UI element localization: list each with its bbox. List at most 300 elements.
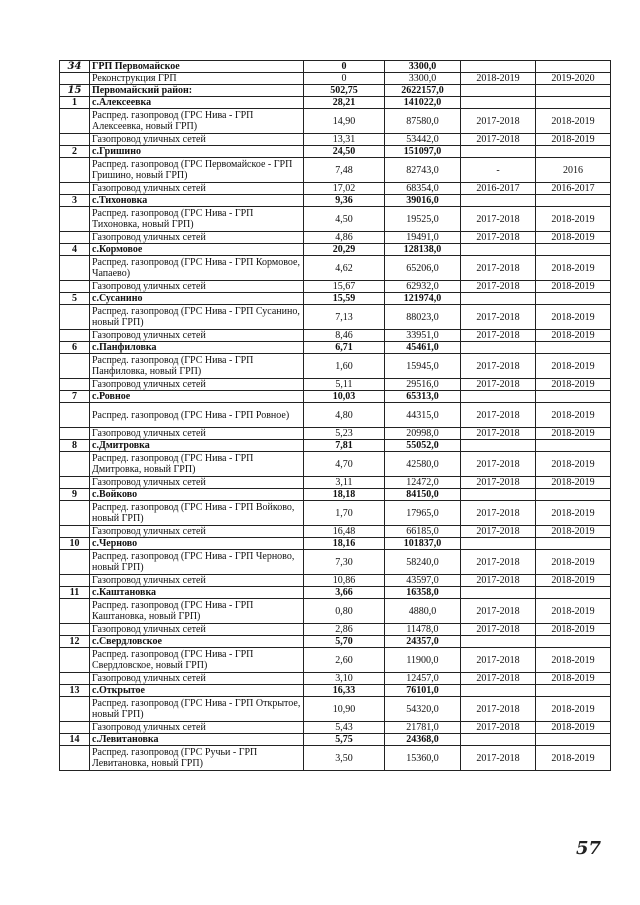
row-build-period-cell: 2018-2019 (536, 354, 611, 379)
row-length-cell: 7,81 (304, 440, 385, 452)
row-name-cell: Газопровод уличных сетей (90, 281, 304, 293)
row-length-cell: 16,48 (304, 526, 385, 538)
table-row (60, 746, 611, 771)
row-name-cell: с.Гришино (90, 146, 304, 158)
table-row-section (60, 97, 611, 109)
row-build-period-cell: 2018-2019 (536, 599, 611, 624)
row-number-cell (60, 722, 90, 734)
row-design-period-cell: 2017-2018 (461, 501, 536, 526)
row-cost-cell: 11478,0 (385, 624, 461, 636)
row-build-period-cell: 2018-2019 (536, 379, 611, 391)
row-length-cell: 3,50 (304, 746, 385, 771)
row-name-cell: Газопровод уличных сетей (90, 477, 304, 489)
row-design-period-cell: 2016-2017 (461, 183, 536, 195)
row-design-period-cell (461, 293, 536, 305)
table-row (60, 477, 611, 489)
table-row (60, 134, 611, 146)
table-row (60, 403, 611, 428)
row-cost-cell: 24368,0 (385, 734, 461, 746)
row-name-cell: ГРП Первомайское (90, 61, 304, 73)
row-number-cell (60, 550, 90, 575)
table-row (60, 379, 611, 391)
row-name-cell: с.Каштановка (90, 587, 304, 599)
row-name-cell: Распред. газопровод (ГРС Нива - ГРП Открытое, новый ГРП) (90, 697, 304, 722)
table-row-section (60, 440, 611, 452)
row-name-cell: с.Панфиловка (90, 342, 304, 354)
row-length-cell: 17,02 (304, 183, 385, 195)
row-name-cell: Газопровод уличных сетей (90, 428, 304, 440)
row-build-period-cell (536, 685, 611, 697)
row-name-cell: Распред. газопровод (ГРС Нива - ГРП Каштановка, новый ГРП) (90, 599, 304, 624)
row-length-cell: 5,11 (304, 379, 385, 391)
row-number-cell (60, 428, 90, 440)
row-cost-cell: 24357,0 (385, 636, 461, 648)
table-row-section (60, 685, 611, 697)
table-row (60, 648, 611, 673)
row-build-period-cell: 2018-2019 (536, 526, 611, 538)
table-row-section (60, 538, 611, 550)
row-name-cell: Распред. газопровод (ГРС Нива - ГРП Кормовое, Чапаево) (90, 256, 304, 281)
row-design-period-cell: 2017-2018 (461, 452, 536, 477)
row-build-period-cell (536, 146, 611, 158)
row-design-period-cell: 2017-2018 (461, 256, 536, 281)
table-row-section (60, 146, 611, 158)
row-length-cell: 6,71 (304, 342, 385, 354)
row-cost-cell: 39016,0 (385, 195, 461, 207)
row-cost-cell: 21781,0 (385, 722, 461, 734)
table-row (60, 599, 611, 624)
row-name-cell: Реконструкция ГРП (90, 73, 304, 85)
row-number-cell (60, 305, 90, 330)
row-length-cell: 4,50 (304, 207, 385, 232)
row-design-period-cell: 2017-2018 (461, 526, 536, 538)
row-name-cell: Газопровод уличных сетей (90, 330, 304, 342)
row-cost-cell: 128138,0 (385, 244, 461, 256)
row-cost-cell: 4880,0 (385, 599, 461, 624)
row-build-period-cell (536, 440, 611, 452)
row-name-cell: Газопровод уличных сетей (90, 232, 304, 244)
row-design-period-cell: 2017-2018 (461, 305, 536, 330)
row-length-cell: 14,90 (304, 109, 385, 134)
row-cost-cell: 54320,0 (385, 697, 461, 722)
row-number-cell (60, 379, 90, 391)
row-design-period-cell (461, 538, 536, 550)
row-design-period-cell (461, 85, 536, 97)
row-cost-cell: 16358,0 (385, 587, 461, 599)
row-cost-cell: 17965,0 (385, 501, 461, 526)
row-number-cell: 12 (60, 636, 90, 648)
row-design-period-cell (461, 61, 536, 73)
row-build-period-cell: 2018-2019 (536, 673, 611, 685)
row-build-period-cell: 2016 (536, 158, 611, 183)
row-cost-cell: 19491,0 (385, 232, 461, 244)
row-cost-cell: 88023,0 (385, 305, 461, 330)
table-body (60, 61, 611, 771)
table-row (60, 673, 611, 685)
row-length-cell: 1,60 (304, 354, 385, 379)
page-number: 57 (576, 838, 602, 859)
row-design-period-cell (461, 342, 536, 354)
row-design-period-cell: - (461, 158, 536, 183)
table-row (60, 232, 611, 244)
table-row (60, 330, 611, 342)
row-length-cell: 7,13 (304, 305, 385, 330)
row-number-cell: 2 (60, 146, 90, 158)
row-cost-cell: 3300,0 (385, 61, 461, 73)
table-row-section (60, 391, 611, 403)
row-design-period-cell: 2017-2018 (461, 722, 536, 734)
table-row-section (60, 342, 611, 354)
row-number-cell (60, 501, 90, 526)
row-length-cell: 18,18 (304, 489, 385, 501)
row-number-cell (60, 73, 90, 85)
row-cost-cell: 76101,0 (385, 685, 461, 697)
row-number-cell (60, 697, 90, 722)
row-cost-cell: 65313,0 (385, 391, 461, 403)
row-build-period-cell (536, 734, 611, 746)
row-cost-cell: 15945,0 (385, 354, 461, 379)
row-length-cell: 16,33 (304, 685, 385, 697)
table-row (60, 697, 611, 722)
row-build-period-cell: 2018-2019 (536, 403, 611, 428)
row-design-period-cell (461, 587, 536, 599)
row-length-cell: 4,80 (304, 403, 385, 428)
row-cost-cell: 11900,0 (385, 648, 461, 673)
row-name-cell: Распред. газопровод (ГРС Нива - ГРП Ровное) (90, 403, 304, 428)
table-row-section (60, 489, 611, 501)
row-length-cell: 2,60 (304, 648, 385, 673)
row-cost-cell: 55052,0 (385, 440, 461, 452)
table-row (60, 305, 611, 330)
row-number-cell (60, 232, 90, 244)
row-build-period-cell: 2018-2019 (536, 452, 611, 477)
table-row-section (60, 587, 611, 599)
row-number-cell: 1 (60, 97, 90, 109)
row-build-period-cell: 2018-2019 (536, 330, 611, 342)
row-design-period-cell: 2017-2018 (461, 599, 536, 624)
row-cost-cell: 15360,0 (385, 746, 461, 771)
row-name-cell: Газопровод уличных сетей (90, 134, 304, 146)
row-design-period-cell: 2017-2018 (461, 746, 536, 771)
row-design-period-cell (461, 146, 536, 158)
row-cost-cell: 62932,0 (385, 281, 461, 293)
row-length-cell: 5,75 (304, 734, 385, 746)
row-length-cell: 28,21 (304, 97, 385, 109)
row-name-cell: Распред. газопровод (ГРС Нива - ГРП Алексеевка, новый ГРП) (90, 109, 304, 134)
row-build-period-cell: 2018-2019 (536, 477, 611, 489)
row-design-period-cell: 2017-2018 (461, 134, 536, 146)
table-row-section (60, 85, 611, 97)
row-number-cell (60, 599, 90, 624)
row-build-period-cell: 2019-2020 (536, 73, 611, 85)
table-row-section (60, 195, 611, 207)
row-build-period-cell: 2018-2019 (536, 648, 611, 673)
row-name-cell: с.Левитановка (90, 734, 304, 746)
row-name-cell: с.Сусанино (90, 293, 304, 305)
row-number-cell (60, 134, 90, 146)
row-name-cell: с.Ровное (90, 391, 304, 403)
row-build-period-cell (536, 587, 611, 599)
row-design-period-cell: 2017-2018 (461, 648, 536, 673)
row-name-cell: Распред. газопровод (ГРС Нива - ГРП Свердловское, новый ГРП) (90, 648, 304, 673)
row-build-period-cell: 2018-2019 (536, 109, 611, 134)
row-number-cell: 7 (60, 391, 90, 403)
table-row (60, 501, 611, 526)
row-cost-cell: 33951,0 (385, 330, 461, 342)
row-build-period-cell (536, 489, 611, 501)
table-row-section (60, 293, 611, 305)
row-cost-cell: 3300,0 (385, 73, 461, 85)
row-cost-cell: 58240,0 (385, 550, 461, 575)
row-design-period-cell (461, 685, 536, 697)
row-length-cell: 24,50 (304, 146, 385, 158)
row-number-cell: 34 (60, 61, 90, 73)
row-cost-cell: 43597,0 (385, 575, 461, 587)
row-build-period-cell: 2018-2019 (536, 550, 611, 575)
row-cost-cell: 42580,0 (385, 452, 461, 477)
row-number-cell (60, 403, 90, 428)
row-design-period-cell (461, 734, 536, 746)
row-number-cell (60, 477, 90, 489)
row-cost-cell: 45461,0 (385, 342, 461, 354)
table-row-section (60, 61, 611, 73)
table-row (60, 354, 611, 379)
row-design-period-cell: 2017-2018 (461, 109, 536, 134)
row-build-period-cell (536, 293, 611, 305)
row-length-cell: 3,11 (304, 477, 385, 489)
row-length-cell: 5,23 (304, 428, 385, 440)
row-number-cell (60, 330, 90, 342)
table-row (60, 428, 611, 440)
row-name-cell: Газопровод уличных сетей (90, 624, 304, 636)
row-build-period-cell (536, 195, 611, 207)
row-build-period-cell: 2018-2019 (536, 134, 611, 146)
row-build-period-cell: 2018-2019 (536, 575, 611, 587)
row-name-cell: Газопровод уличных сетей (90, 722, 304, 734)
table-row-section (60, 636, 611, 648)
row-length-cell: 10,03 (304, 391, 385, 403)
row-number-cell (60, 281, 90, 293)
row-build-period-cell: 2018-2019 (536, 281, 611, 293)
row-number-cell (60, 746, 90, 771)
table-row (60, 73, 611, 85)
row-cost-cell: 12472,0 (385, 477, 461, 489)
row-name-cell: Распред. газопровод (ГРС Нива - ГРП Тихоновка, новый ГРП) (90, 207, 304, 232)
row-length-cell: 18,16 (304, 538, 385, 550)
row-number-cell (60, 648, 90, 673)
row-length-cell: 4,86 (304, 232, 385, 244)
row-name-cell: Газопровод уличных сетей (90, 673, 304, 685)
row-number-cell: 15 (60, 85, 90, 97)
row-length-cell: 10,86 (304, 575, 385, 587)
row-name-cell: Распред. газопровод (ГРС Нива - ГРП Войково, новый ГРП) (90, 501, 304, 526)
row-number-cell: 10 (60, 538, 90, 550)
row-number-cell: 13 (60, 685, 90, 697)
row-name-cell: с.Открытое (90, 685, 304, 697)
row-cost-cell: 121974,0 (385, 293, 461, 305)
row-length-cell: 13,31 (304, 134, 385, 146)
row-name-cell: Газопровод уличных сетей (90, 575, 304, 587)
row-number-cell: 8 (60, 440, 90, 452)
row-build-period-cell: 2018-2019 (536, 256, 611, 281)
row-build-period-cell (536, 97, 611, 109)
row-name-cell: с.Черново (90, 538, 304, 550)
row-length-cell: 4,62 (304, 256, 385, 281)
row-cost-cell: 66185,0 (385, 526, 461, 538)
row-length-cell: 20,29 (304, 244, 385, 256)
row-design-period-cell (461, 440, 536, 452)
row-design-period-cell: 2017-2018 (461, 354, 536, 379)
row-number-cell (60, 256, 90, 281)
row-cost-cell: 20998,0 (385, 428, 461, 440)
row-number-cell (60, 452, 90, 477)
table-row (60, 722, 611, 734)
row-design-period-cell: 2017-2018 (461, 624, 536, 636)
row-name-cell: с.Тихоновка (90, 195, 304, 207)
row-length-cell: 5,70 (304, 636, 385, 648)
table-row (60, 207, 611, 232)
table-row (60, 256, 611, 281)
row-number-cell: 9 (60, 489, 90, 501)
table-row (60, 281, 611, 293)
row-build-period-cell (536, 244, 611, 256)
row-name-cell: Первомайский район: (90, 85, 304, 97)
row-build-period-cell (536, 538, 611, 550)
row-name-cell: Распред. газопровод (ГРС Нива - ГРП Черново, новый ГРП) (90, 550, 304, 575)
row-build-period-cell: 2018-2019 (536, 428, 611, 440)
table-row (60, 575, 611, 587)
row-design-period-cell: 2017-2018 (461, 428, 536, 440)
row-number-cell: 6 (60, 342, 90, 354)
row-length-cell: 3,10 (304, 673, 385, 685)
row-design-period-cell: 2017-2018 (461, 575, 536, 587)
table-row-section (60, 734, 611, 746)
row-length-cell: 8,46 (304, 330, 385, 342)
row-build-period-cell: 2018-2019 (536, 722, 611, 734)
row-design-period-cell: 2018-2019 (461, 73, 536, 85)
row-length-cell: 0,80 (304, 599, 385, 624)
row-length-cell: 15,59 (304, 293, 385, 305)
row-name-cell: Распред. газопровод (ГРС Нива - ГРП Панфиловка, новый ГРП) (90, 354, 304, 379)
row-length-cell: 9,36 (304, 195, 385, 207)
table-row (60, 624, 611, 636)
row-length-cell: 7,48 (304, 158, 385, 183)
row-number-cell: 4 (60, 244, 90, 256)
row-design-period-cell (461, 391, 536, 403)
row-design-period-cell: 2017-2018 (461, 477, 536, 489)
table-row (60, 158, 611, 183)
row-name-cell: Распред. газопровод (ГРС Первомайское - ГРП Гришино, новый ГРП) (90, 158, 304, 183)
row-name-cell: Газопровод уличных сетей (90, 379, 304, 391)
row-number-cell (60, 575, 90, 587)
row-build-period-cell: 2018-2019 (536, 746, 611, 771)
row-number-cell (60, 207, 90, 232)
table-row (60, 109, 611, 134)
row-cost-cell: 44315,0 (385, 403, 461, 428)
row-build-period-cell: 2018-2019 (536, 207, 611, 232)
row-cost-cell: 82743,0 (385, 158, 461, 183)
row-length-cell: 10,90 (304, 697, 385, 722)
row-name-cell: с.Алексеевка (90, 97, 304, 109)
row-build-period-cell: 2018-2019 (536, 624, 611, 636)
row-build-period-cell: 2018-2019 (536, 305, 611, 330)
row-length-cell: 0 (304, 61, 385, 73)
row-design-period-cell: 2017-2018 (461, 281, 536, 293)
row-length-cell: 4,70 (304, 452, 385, 477)
row-cost-cell: 87580,0 (385, 109, 461, 134)
row-build-period-cell (536, 61, 611, 73)
row-length-cell: 0 (304, 73, 385, 85)
row-build-period-cell: 2018-2019 (536, 501, 611, 526)
row-cost-cell: 12457,0 (385, 673, 461, 685)
row-cost-cell: 29516,0 (385, 379, 461, 391)
row-cost-cell: 65206,0 (385, 256, 461, 281)
row-design-period-cell: 2017-2018 (461, 403, 536, 428)
row-build-period-cell (536, 391, 611, 403)
row-number-cell (60, 354, 90, 379)
row-name-cell: с.Войково (90, 489, 304, 501)
table-row (60, 526, 611, 538)
row-design-period-cell: 2017-2018 (461, 697, 536, 722)
row-design-period-cell (461, 244, 536, 256)
row-cost-cell: 151097,0 (385, 146, 461, 158)
row-number-cell: 5 (60, 293, 90, 305)
row-cost-cell: 53442,0 (385, 134, 461, 146)
row-build-period-cell: 2016-2017 (536, 183, 611, 195)
row-number-cell: 14 (60, 734, 90, 746)
row-build-period-cell: 2018-2019 (536, 232, 611, 244)
row-cost-cell: 19525,0 (385, 207, 461, 232)
row-build-period-cell (536, 636, 611, 648)
row-design-period-cell: 2017-2018 (461, 232, 536, 244)
row-build-period-cell (536, 85, 611, 97)
row-number-cell (60, 158, 90, 183)
row-name-cell: Газопровод уличных сетей (90, 183, 304, 195)
row-length-cell: 7,30 (304, 550, 385, 575)
row-number-cell (60, 526, 90, 538)
row-length-cell: 15,67 (304, 281, 385, 293)
table-row (60, 550, 611, 575)
row-name-cell: с.Дмитровка (90, 440, 304, 452)
row-name-cell: Распред. газопровод (ГРС Нива - ГРП Сусанино, новый ГРП) (90, 305, 304, 330)
row-number-cell (60, 109, 90, 134)
row-design-period-cell (461, 636, 536, 648)
row-design-period-cell: 2017-2018 (461, 673, 536, 685)
row-name-cell: с.Кормовое (90, 244, 304, 256)
row-design-period-cell: 2017-2018 (461, 207, 536, 232)
row-name-cell: с.Свердловское (90, 636, 304, 648)
row-cost-cell: 68354,0 (385, 183, 461, 195)
row-length-cell: 502,75 (304, 85, 385, 97)
row-design-period-cell: 2017-2018 (461, 330, 536, 342)
row-cost-cell: 101837,0 (385, 538, 461, 550)
row-length-cell: 3,66 (304, 587, 385, 599)
row-number-cell (60, 624, 90, 636)
row-length-cell: 2,86 (304, 624, 385, 636)
row-design-period-cell (461, 97, 536, 109)
row-design-period-cell (461, 195, 536, 207)
row-cost-cell: 84150,0 (385, 489, 461, 501)
row-name-cell: Распред. газопровод (ГРС Ручьи - ГРП Левитановка, новый ГРП) (90, 746, 304, 771)
row-build-period-cell: 2018-2019 (536, 697, 611, 722)
row-build-period-cell (536, 342, 611, 354)
row-length-cell: 1,70 (304, 501, 385, 526)
table-row-section (60, 244, 611, 256)
row-length-cell: 5,43 (304, 722, 385, 734)
row-number-cell (60, 673, 90, 685)
row-design-period-cell: 2017-2018 (461, 550, 536, 575)
row-number-cell: 11 (60, 587, 90, 599)
